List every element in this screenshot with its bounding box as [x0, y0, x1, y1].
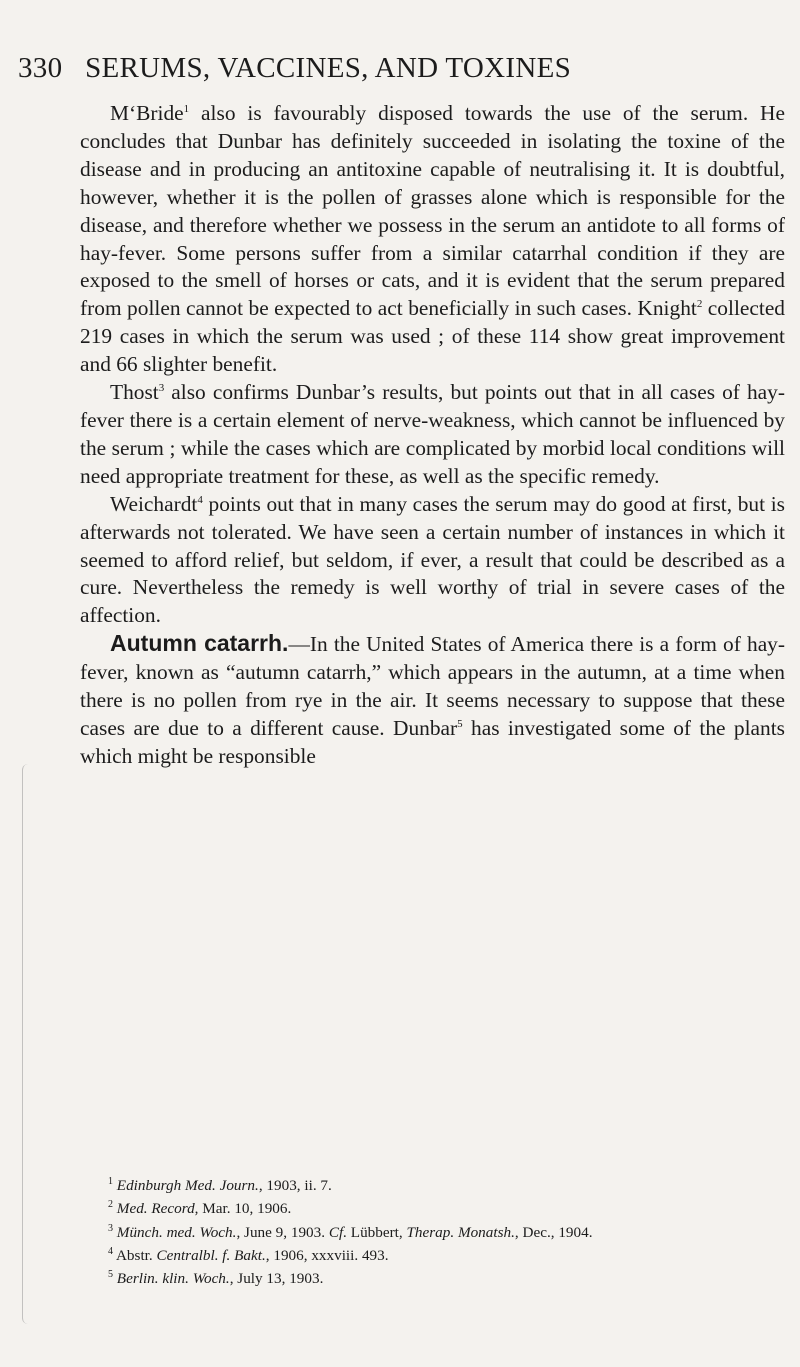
footnote: [80, 1267, 785, 1290]
footnote-number: 1: [108, 1176, 113, 1187]
citation-journal: Berlin. klin. Woch.: [116, 1270, 230, 1288]
paragraph-text: also confirms Dunbar’s results, but points out that in all cases of hay-fever there is a certain element of nerve-weakness, which cannot be influenced by the serum ; while the cases which are complicated by morbid local conditions will need appropriate treatment for these, as well as the specific remedy.: [80, 380, 785, 488]
citation-journal: Therap. Monatsh.: [406, 1223, 515, 1241]
footnote-number: 5: [108, 1269, 113, 1281]
citation-journal: Centralbl. f. Bakt.: [156, 1246, 266, 1264]
footnote-ref: 4: [197, 493, 203, 506]
footnote-number: 3: [108, 1222, 113, 1234]
body-text: [80, 100, 785, 771]
citation-detail: , Dec., 1904.: [514, 1223, 593, 1241]
footnote: [80, 1197, 785, 1220]
footnote: [80, 1221, 785, 1244]
citation-detail: , 1906, xxxviii. 493.: [265, 1246, 389, 1264]
author-name: Thost: [110, 380, 159, 405]
author-name: Dunbar: [393, 715, 458, 740]
citation-journal: Med. Record: [116, 1200, 195, 1218]
footnote-ref: 3: [158, 382, 165, 395]
citation-detail: , July 13, 1903.: [229, 1270, 324, 1288]
citation-journal: Münch. med. Woch.: [116, 1223, 237, 1241]
paragraph-thost: [80, 379, 785, 491]
paragraph-text: collected 219 cases in which the serum was used ; of these 114 show great improvement and 66 slighter benefit.: [80, 296, 786, 377]
running-header: [18, 52, 788, 85]
citation-detail: , 1903, ii. 7.: [258, 1177, 332, 1194]
paragraph-weichardt: [80, 491, 785, 631]
footnote: [80, 1174, 785, 1197]
author-name: M‘Bride: [110, 101, 184, 125]
citation-cf: Cf.: [328, 1223, 347, 1241]
footnotes: [80, 1174, 785, 1290]
citation-prefix: Abstr.: [115, 1246, 157, 1264]
section-heading: Autumn catarrh.: [110, 630, 289, 657]
footnote-ref: 2: [696, 298, 703, 311]
margin-pencil-mark: [22, 764, 37, 1324]
citation-author: Lübbert,: [347, 1223, 407, 1241]
page-number: 330: [18, 52, 63, 84]
author-name: Knight: [637, 296, 697, 321]
paragraph-text: has investigated some of the plants which might be responsible: [80, 715, 785, 768]
paragraph-text: —In the United States of America there is a form of hay-fever, known as “autumn catarrh,” which appears in the autumn, at a time when there is no pollen from rye in the air. It seems necessary to suppose that these cases are due to a different cause.: [80, 632, 786, 740]
paragraph-text: points out that in many cases the serum may do good at first, but is afterwards not tolerated. We have seen a certain number of instances in which it seemed to afford relief, but seldom, if ever, a result that could be described as a cure. Nevertheless the remedy is well worthy of trial in severe cases of the affection.: [80, 491, 785, 628]
footnote-number: 2: [108, 1199, 113, 1211]
citation-journal: Edinburgh Med. Journ.: [116, 1177, 259, 1194]
running-title: SERUMS, VACCINES, AND TOXINES: [85, 52, 572, 84]
paragraph-text: also is favourably disposed towards the use of the serum. He concludes that Dunbar has definitely succeeded in isolating the toxine of the disease and in producing an antitoxine capable of neutralising it. It is doubtful, however, whether it is the pollen of grasses alone which is responsible for the disease, and therefore whether we possess in the serum an antidote to all forms of hay-fever. Some persons suffer from a similar catarrhal condition if they are exposed to the smell of horses or cats, and it is evident that the serum prepared from pollen cannot be expected to act beneficially in such cases.: [80, 101, 785, 321]
author-name: Weichardt: [110, 491, 198, 516]
footnote: [80, 1244, 785, 1267]
footnote-ref: 5: [457, 717, 463, 730]
footnote-ref: 1: [183, 103, 190, 115]
paragraph-autumn-catarrh: [80, 630, 785, 771]
footnote-number: 4: [108, 1245, 113, 1257]
citation-detail: , Mar. 10, 1906.: [194, 1200, 292, 1218]
citation-detail: , June 9, 1903.: [236, 1223, 329, 1241]
paragraph-mbride: [80, 100, 785, 379]
